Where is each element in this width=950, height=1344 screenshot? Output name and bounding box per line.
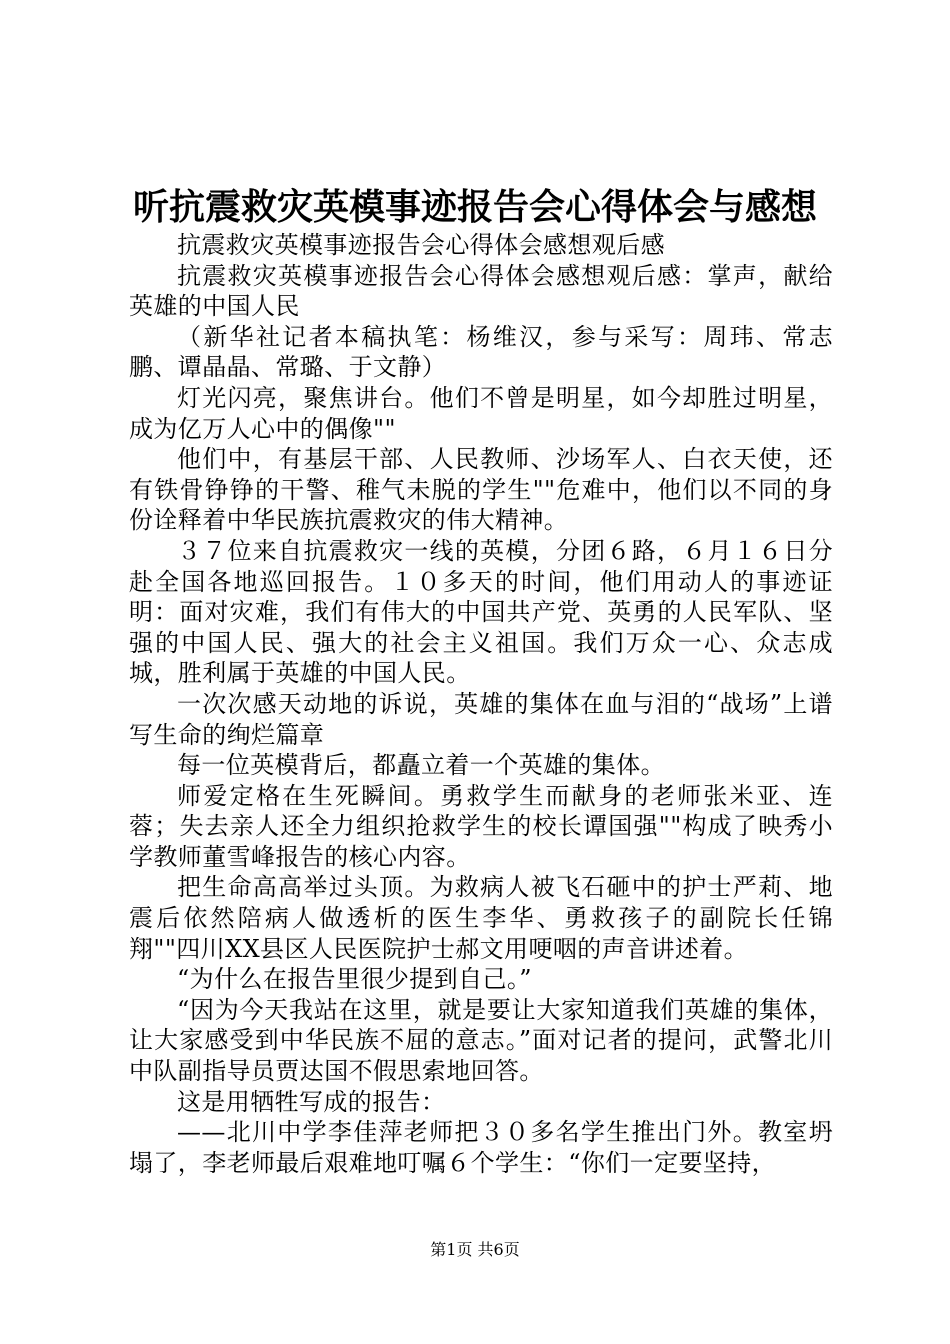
paragraph: 他们中，有基层干部、人民教师、沙场军人、白衣天使，还有铁骨铮铮的干警、稚气未脱的学生""危难中，他们以不同的身份诠释着中华民族抗震救灾的伟大精神。 [129, 445, 833, 535]
document-body [129, 230, 833, 1178]
paragraph: （新华社记者本稿执笔：杨维汉，参与采写：周玮、常志鹏、谭晶晶、常璐、于文静） [129, 322, 833, 382]
paragraph: 把生命高高举过头顶。为救病人被飞石砸中的护士严莉、地震后依然陪病人做透析的医生李华、勇救孩子的副院长任锦翔""四川XX县区人民医院护士郝文用哽咽的声音讲述着。 [129, 873, 833, 963]
paragraph: “为什么在报告里很少提到自己。” [177, 965, 532, 994]
paragraph: ——北川中学李佳萍老师把３０多名学生推出门外。教室坍塌了，李老师最后艰难地叮嘱６个学生：“你们一定要坚持， [129, 1118, 833, 1177]
paragraph: 抗震救灾英模事迹报告会心得体会感想观后感 [177, 231, 665, 259]
paragraph: 师爱定格在生死瞬间。勇救学生而献身的老师张米亚、连蓉；失去亲人还全力组织抢救学生的校长谭国强""构成了映秀小学教师董雪峰报告的核心内容。 [129, 781, 833, 871]
paragraph: 灯光闪亮，聚焦讲台。他们不曾是明星，如今却胜过明星，成为亿万人心中的偶像"" [129, 383, 833, 443]
paragraph: 每一位英模背后，都矗立着一个英雄的集体。 [177, 751, 665, 780]
paragraph: “因为今天我站在这里，就是要让大家知道我们英雄的集体，让大家感受到中华民族不屈的意志。”面对记者的提问，武警北川中队副指导员贾达国不假思索地回答。 [129, 995, 833, 1086]
paragraph: 这是用牺牲写成的报告： [177, 1087, 446, 1116]
paragraph: 抗震救灾英模事迹报告会心得体会感想观后感：掌声，献给英雄的中国人民 [129, 261, 833, 321]
paragraph: ３７位来自抗震救灾一线的英模，分团６路，６月１６日分赴全国各地巡回报告。１０多天的时间，他们用动人的事迹证明：面对灾难，我们有伟大的中国共产党、英勇的人民军队、坚强的中国人民、强大的社会主义祖国。我们万众一心、众志成城，胜利属于英雄的中国人民。 [129, 536, 833, 688]
document-title: 听抗震救灾英模事迹报告会心得体会与感想 [132, 186, 817, 228]
paragraph: 一次次感天动地的诉说，英雄的集体在血与泪的“战场”上谱写生命的绚烂篇章 [129, 689, 833, 749]
page-number-footer: 第1页 共6页 [430, 1240, 520, 1259]
